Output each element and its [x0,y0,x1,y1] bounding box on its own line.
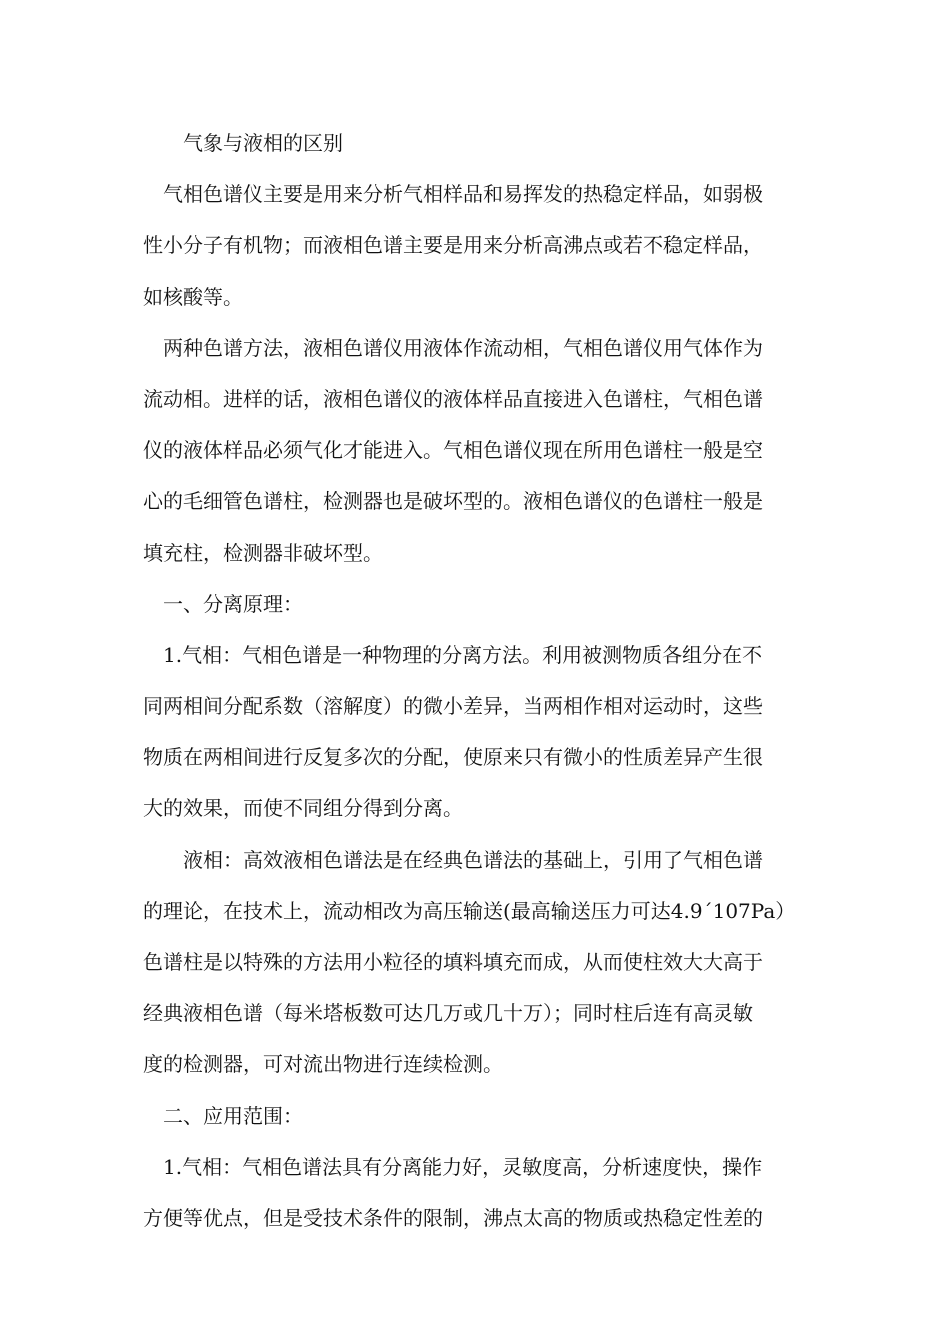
text-line: 两种色谱方法，液相色谱仪用液体作流动相，气相色谱仪用气体作为 [143,335,763,360]
text-line: 方便等优点，但是受技术条件的限制，沸点太高的物质或热稳定性差的 [143,1205,763,1230]
text-line: 液相：高效液相色谱法是在经典色谱法的基础上，引用了气相色谱 [143,847,763,872]
text-line: 流动相。进样的话，液相色谱仪的液体样品直接进入色谱柱，气相色谱 [143,386,763,411]
text-line: 物质在两相间进行反复多次的分配，使原来只有微小的性质差异产生很 [143,745,763,770]
text-line: 1.气相：气相色谱法具有分离能力好，灵敏度高，分析速度快，操作 [143,1154,763,1179]
text-line: 气相色谱仪主要是用来分析气相样品和易挥发的热稳定样品，如弱极 [143,182,763,207]
document-body [143,118,807,1244]
text-line: 的理论，在技术上，流动相改为高压输送(最高输送压力可达4.9´107Pa） [143,898,796,923]
text-line: 填充柱，检测器非破坏型。 [143,540,383,565]
text-line: 仪的液体样品必须气化才能进入。气相色谱仪现在所用色谱柱一般是空 [143,438,763,463]
text-line: 性小分子有机物；而液相色谱主要是用来分析高沸点或若不稳定样品， [143,233,763,258]
text-line: 心的毛细管色谱柱，检测器也是破坏型的。液相色谱仪的色谱柱一般是 [143,489,763,514]
text-line: 色谱柱是以特殊的方法用小粒径的填料填充而成，从而使柱效大大高于 [143,950,763,974]
text-line: 1.气相：气相色谱是一种物理的分离方法。利用被测物质各组分在不 [143,642,763,667]
text-line: 如核酸等。 [143,284,243,309]
text-line: 大的效果，而使不同组分得到分离。 [143,796,463,821]
document-title: 气象与液相的区别 [143,131,343,155]
text-line: 度的检测器，可对流出物进行连续检测。 [143,1052,503,1077]
text-line: 同两相间分配系数（溶解度）的微小差异，当两相作相对运动时，这些 [143,694,763,719]
section-heading: 二、应用范围： [143,1103,303,1128]
section-heading: 一、分离原理： [143,591,303,616]
text-line: 经典液相色谱（每米塔板数可达几万或几十万）；同时柱后连有高灵敏 [143,1001,753,1026]
